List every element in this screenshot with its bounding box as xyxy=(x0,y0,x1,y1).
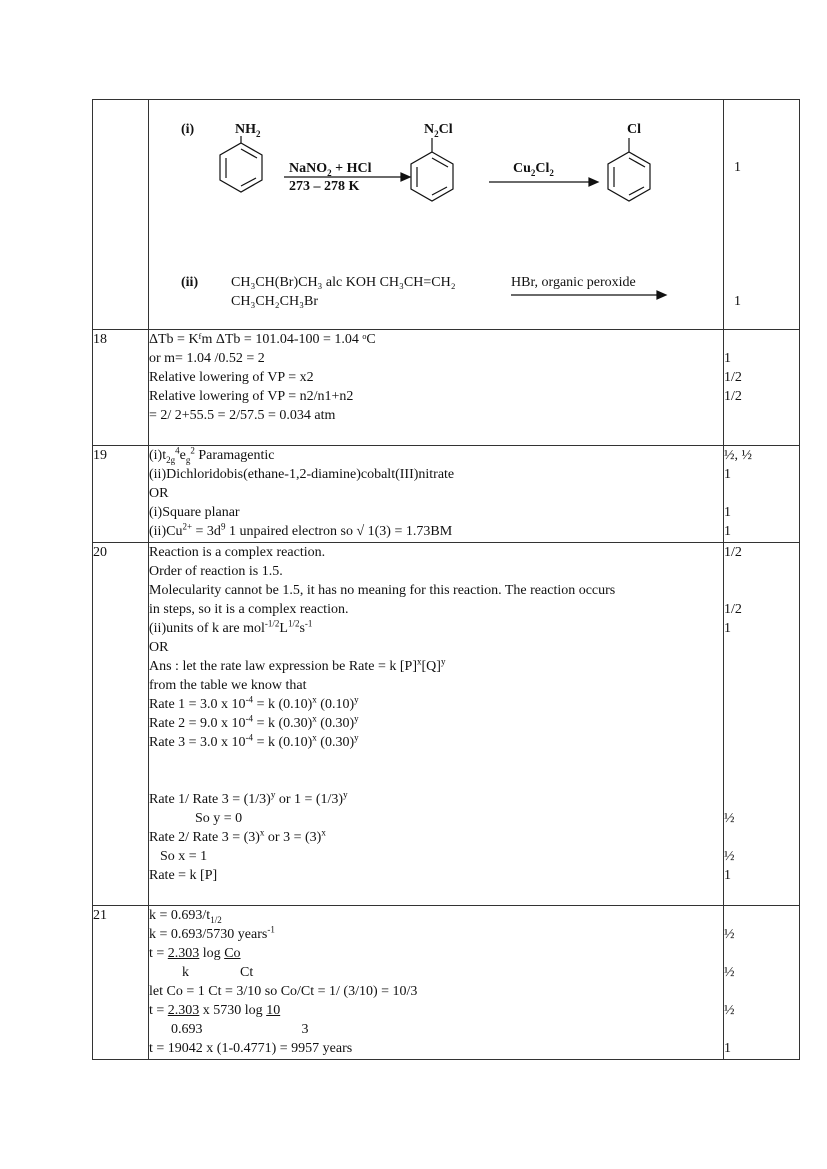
q20-mark: 1/2 xyxy=(724,545,742,560)
q20-line: Molecularity cannot be 1.5, it has no meaning for this reaction. The reaction occurs xyxy=(149,583,616,598)
q20-line: Reaction is a complex reaction. xyxy=(149,545,326,560)
q21-line: $k = 0.693/t_{1/2}$ xyxy=(149,908,222,925)
q20-rate-line: Rate 1 = 3.0 x $10^{-4} = k$ $(0.10)^x$ $(0.10)^y$ xyxy=(149,694,359,712)
q21-line: k = 0.693/5730 years$^{-1}$ xyxy=(149,924,275,942)
q19-mark: 1 xyxy=(724,467,731,482)
q18-line: Relative lowering of VP = n2/n1+n2 xyxy=(149,389,354,404)
q20-line: (ii)units of k are $mol^{-1/2}L^{1/2}s^{-1}$ xyxy=(149,618,313,636)
q18-mark xyxy=(724,330,799,349)
q20-answer xyxy=(149,543,724,906)
q17-marks-cell xyxy=(724,100,800,330)
q19-mark: 1 xyxy=(724,524,731,539)
q21-mark: ½ xyxy=(724,927,735,942)
chlorobenzene-ring xyxy=(608,138,650,201)
q20-rate-line: Rate 3 = 3.0 x $10^{-4} = k$ $(0.10)^x$ $(0.30)^y$ xyxy=(149,732,359,750)
q19-line: OR xyxy=(149,486,169,501)
aniline-ring xyxy=(220,136,262,192)
q20-number: 20 xyxy=(93,543,149,906)
reaction-scheme xyxy=(149,100,723,329)
q18-line: ΔTb = Kᶠm ΔTb = 101.04-100 = 1.04 ᵒC xyxy=(149,332,376,347)
q19-answer xyxy=(149,446,724,543)
q21-line: 0.693 3 xyxy=(171,1022,309,1037)
q17-mark-i: 1 xyxy=(734,160,741,175)
q20-line: Ans : let the rate law expression be Rate = k $[P]^x[Q]^y$ xyxy=(149,656,446,674)
q18-mark: 1/2 xyxy=(724,370,742,385)
q21-line: t = 2.303 log Co xyxy=(149,946,241,961)
q20-marks xyxy=(724,543,800,906)
q20-mark: 1 xyxy=(724,868,731,883)
q21-mark: ½ xyxy=(724,1003,735,1018)
q21-line: t = 19042 x (1-0.4771) = 9957 years xyxy=(149,1041,353,1056)
diazonium-ring xyxy=(411,138,453,201)
reagent-1: NaNO$_2$ + HCl xyxy=(289,161,372,178)
q19-line: $(ii)Cu^{2+} = 3d^9$ 1 unpaired electron so √ 1(3) = 1.73BM xyxy=(149,521,453,539)
q19-number: 19 xyxy=(93,446,149,543)
q20-line: Rate = k [P] xyxy=(149,868,218,883)
row-q18 xyxy=(93,330,800,446)
part-ii-line1: CH₃CH(Br)CH₃ alc KOH CH₃CH=CH₂ xyxy=(231,275,456,290)
cl-label: Cl xyxy=(627,122,641,137)
q20-line: So y = 0 xyxy=(195,811,243,826)
q18-answer xyxy=(149,330,724,446)
q20-line: So x = 1 xyxy=(160,849,208,864)
part-ii-line2: CH₃CH₂CH₃Br xyxy=(231,294,318,309)
q20-line: OR xyxy=(149,640,169,655)
arrow-3 xyxy=(511,291,666,299)
q20-mark: ½ xyxy=(724,811,735,826)
q20-line: Rate 2/ Rate $3 = (3)^x$ or $3 = (3)^x$ xyxy=(149,827,326,845)
q20-line: Rate 1/ Rate $3 = (1/3)^y$ or $1 = (1/3)^y$ xyxy=(149,789,348,807)
q18-marks xyxy=(724,330,800,446)
q18-mark xyxy=(724,406,799,425)
q21-line: let Co = 1 Ct = 3/10 so Co/Ct = 1/ (3/10) = 10/3 xyxy=(149,984,418,999)
reagent-1-temp: 273 – 278 K xyxy=(289,179,360,194)
q21-line: t = 2.303 x 5730 log 10 xyxy=(149,1003,281,1018)
n2cl-label: $N_2Cl$ xyxy=(424,122,453,139)
answer-table xyxy=(92,99,800,1060)
q19-mark: 1 xyxy=(724,505,731,520)
q18-line: Relative lowering of VP = x2 xyxy=(149,370,314,385)
q21-mark: 1 xyxy=(724,1041,731,1056)
reagent-2: $Cu_2Cl_2$ xyxy=(513,161,554,178)
q19-line: (i)Square planar xyxy=(149,505,240,520)
q21-number: 21 xyxy=(93,906,149,1060)
q20-line: in steps, so it is a complex reaction. xyxy=(149,602,349,617)
q21-mark: ½ xyxy=(724,965,735,980)
q19-mark xyxy=(724,484,799,503)
row-q20 xyxy=(93,543,800,906)
q20-line: Order of reaction is 1.5. xyxy=(149,564,283,579)
arrow-2 xyxy=(489,178,598,186)
q17-mark-ii: 1 xyxy=(734,294,741,309)
row-q17 xyxy=(93,100,800,330)
q20-line: from the table we know that xyxy=(149,678,307,693)
part-i-label: (i) xyxy=(181,122,195,137)
q17-number-cell xyxy=(93,100,149,330)
q20-mark: ½ xyxy=(724,849,735,864)
q20-rate-line: Rate 2 = 9.0 x $10^{-4} = k$ $(0.30)^x$ $(0.30)^y$ xyxy=(149,713,359,731)
q18-mark: 1 xyxy=(724,351,731,366)
q19-mark: ½, ½ xyxy=(724,448,752,463)
q21-line: k Ct xyxy=(182,965,254,980)
row-q21 xyxy=(93,906,800,1060)
nh2-label: $NH_2$ xyxy=(235,122,261,139)
q18-line: or m= 1.04 /0.52 = 2 xyxy=(149,351,265,366)
q20-mark: 1 xyxy=(724,621,731,636)
q18-mark: 1/2 xyxy=(724,389,742,404)
q18-line: = 2/ 2+55.5 = 2/57.5 = 0.034 atm xyxy=(149,408,336,423)
q21-answer xyxy=(149,906,724,1060)
q21-marks xyxy=(724,906,800,1060)
part-ii-label: (ii) xyxy=(181,275,199,290)
q20-mark: 1/2 xyxy=(724,602,742,617)
part-ii-reagent: HBr, organic peroxide xyxy=(511,275,636,290)
q19-line: $(i)t_{2g}^4e_g^2$ Paramagentic xyxy=(149,445,275,465)
q19-marks xyxy=(724,446,800,543)
q19-line: (ii)Dichloridobis(ethane-1,2-diamine)cobalt(III)nitrate xyxy=(149,467,455,482)
q18-number: 18 xyxy=(93,330,149,446)
q17-answer-cell xyxy=(149,100,724,330)
row-q19 xyxy=(93,446,800,543)
